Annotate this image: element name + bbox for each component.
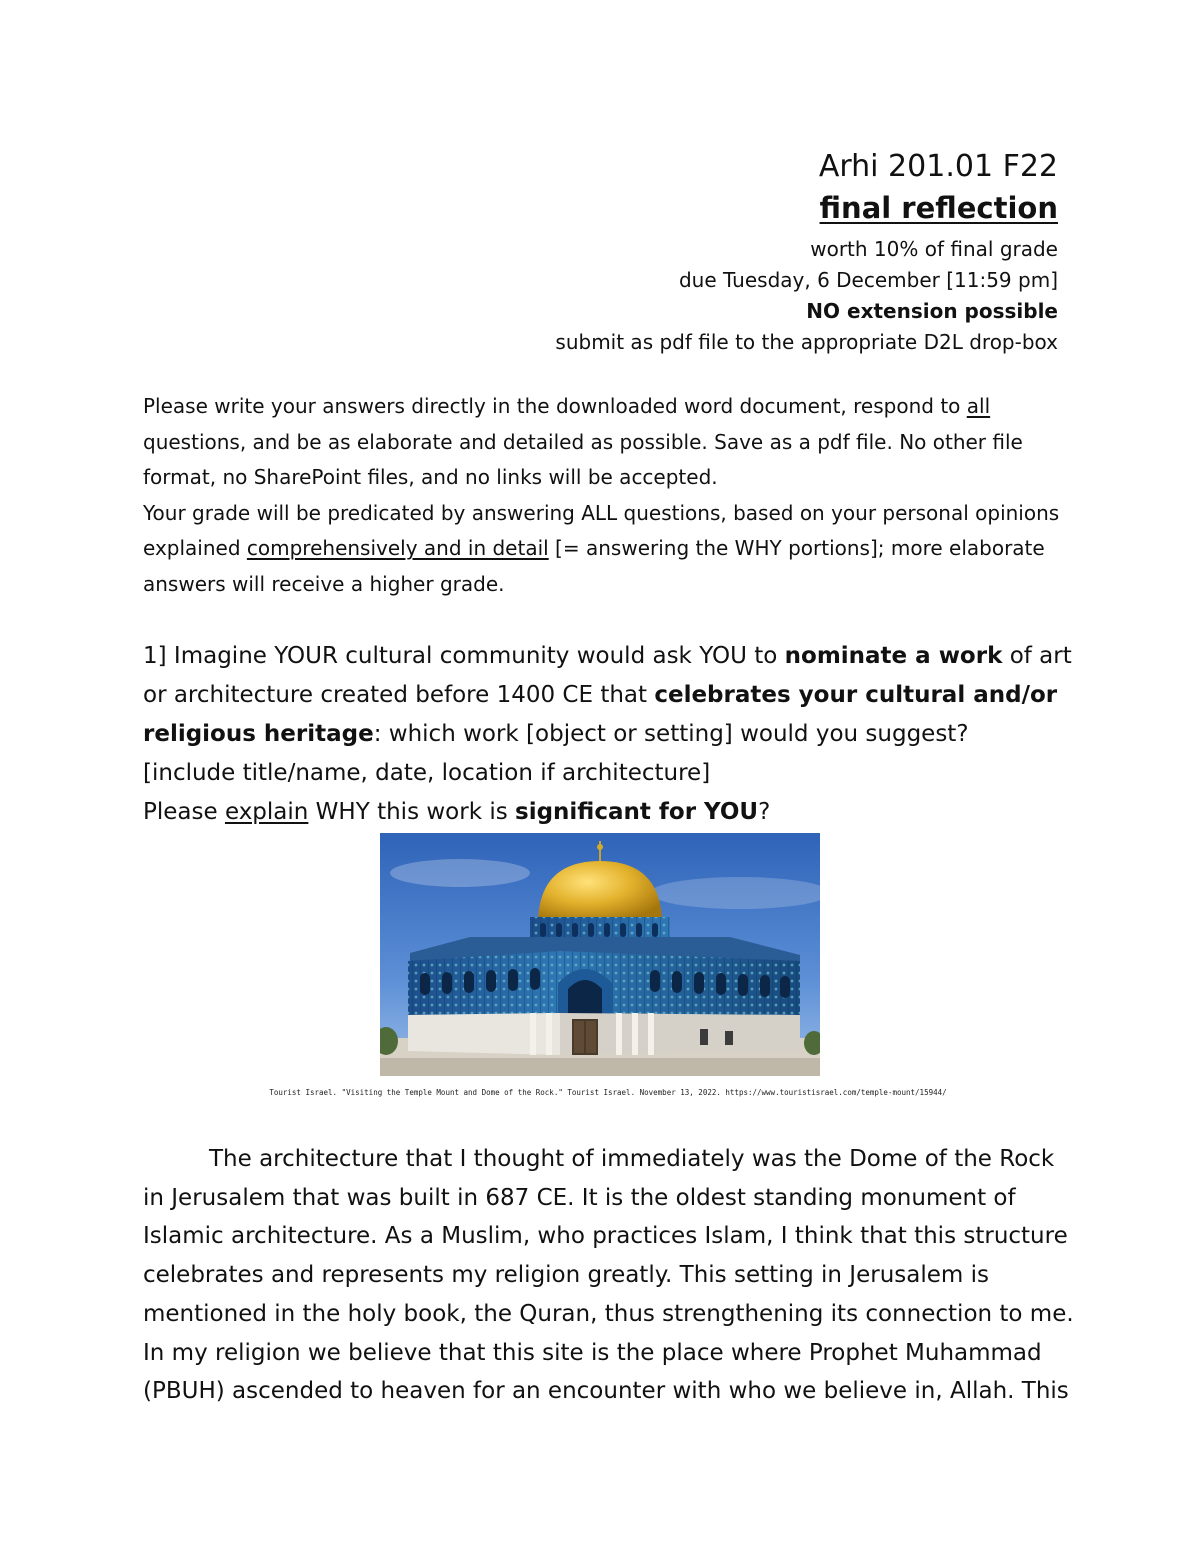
instructions-paragraph-2 bbox=[143, 496, 1073, 603]
document-title: final reflection bbox=[819, 191, 1058, 225]
question-explain-line bbox=[143, 793, 1073, 832]
question-text: Please bbox=[143, 799, 225, 825]
question-bold: nominate a work bbox=[784, 643, 1003, 669]
question-text: ? bbox=[758, 799, 771, 825]
question-underline: explain bbox=[224, 799, 309, 825]
question-bold: significant for YOU bbox=[515, 799, 759, 825]
course-code: Arhi 201.01 F22 bbox=[818, 149, 1058, 184]
question-text: WHY this work is bbox=[308, 799, 516, 825]
submit-note: submit as pdf file to the appropriate D2L drop-box bbox=[555, 330, 1058, 354]
answer-paragraph: The architecture that I thought of immediately was the Dome of the Rock in Jerusalem that was built in 687 CE. It is the oldest standing monument of Islamic architecture. As a Muslim, who practices Islam, I think that this structure celebrates and represents my religion greatly. This setting in Jerusalem is mentioned in the holy book, the Quran, thus strengthening its connection to me. In my religion we believe that this site is the place where Prophet Muhammad (PBUH) ascended to heaven for an encounter with who we believe in, Allah. This bbox=[143, 1146, 1074, 1405]
instructions-emphasis-all: all bbox=[966, 394, 991, 418]
extension-note: NO extension possible bbox=[806, 299, 1058, 323]
instructions-emphasis-detail: comprehensively and in detail bbox=[246, 536, 549, 560]
due-date: due Tuesday, 6 December [11:59 pm] bbox=[678, 268, 1058, 292]
question-bold: celebrates your cultural and/or religious heritage bbox=[143, 682, 1058, 747]
image-caption: Tourist Israel. "Visiting the Temple Mount and Dome of the Rock." Tourist Israel. November 13, 2022. https://www.touristisrael.com/temple-mount/15944/ bbox=[269, 1088, 947, 1097]
instructions-paragraph-1 bbox=[143, 389, 1073, 496]
question-prompt bbox=[143, 637, 1073, 754]
question-text: 1] Imagine YOUR cultural community would ask YOU to bbox=[143, 643, 785, 669]
question-1 bbox=[143, 637, 1073, 832]
dome-of-the-rock-photo bbox=[380, 833, 820, 1076]
instructions-text: [= answering the WHY portions]; more elaborate answers will receive a higher grade. bbox=[143, 536, 1045, 596]
instructions-text: Please write your answers directly in the downloaded word document, respond to bbox=[143, 394, 967, 418]
question-text: of art or architecture created before 1400 CE that bbox=[143, 643, 1072, 708]
grade-weight: worth 10% of final grade bbox=[810, 237, 1058, 261]
instructions-text: questions, and be as elaborate and detailed as possible. Save as a pdf file. No other file format, no SharePoint files, and no links will be accepted. bbox=[143, 429, 1023, 489]
instructions-text: Your grade will be predicated by answering ALL questions, based on your personal opinions explained bbox=[143, 500, 1060, 560]
question-text: : which work [object or setting] would you suggest? bbox=[373, 721, 969, 747]
question-include-note: [include title/name, date, location if architecture] bbox=[143, 760, 711, 786]
header-block bbox=[358, 148, 1058, 358]
instructions bbox=[143, 389, 1073, 602]
